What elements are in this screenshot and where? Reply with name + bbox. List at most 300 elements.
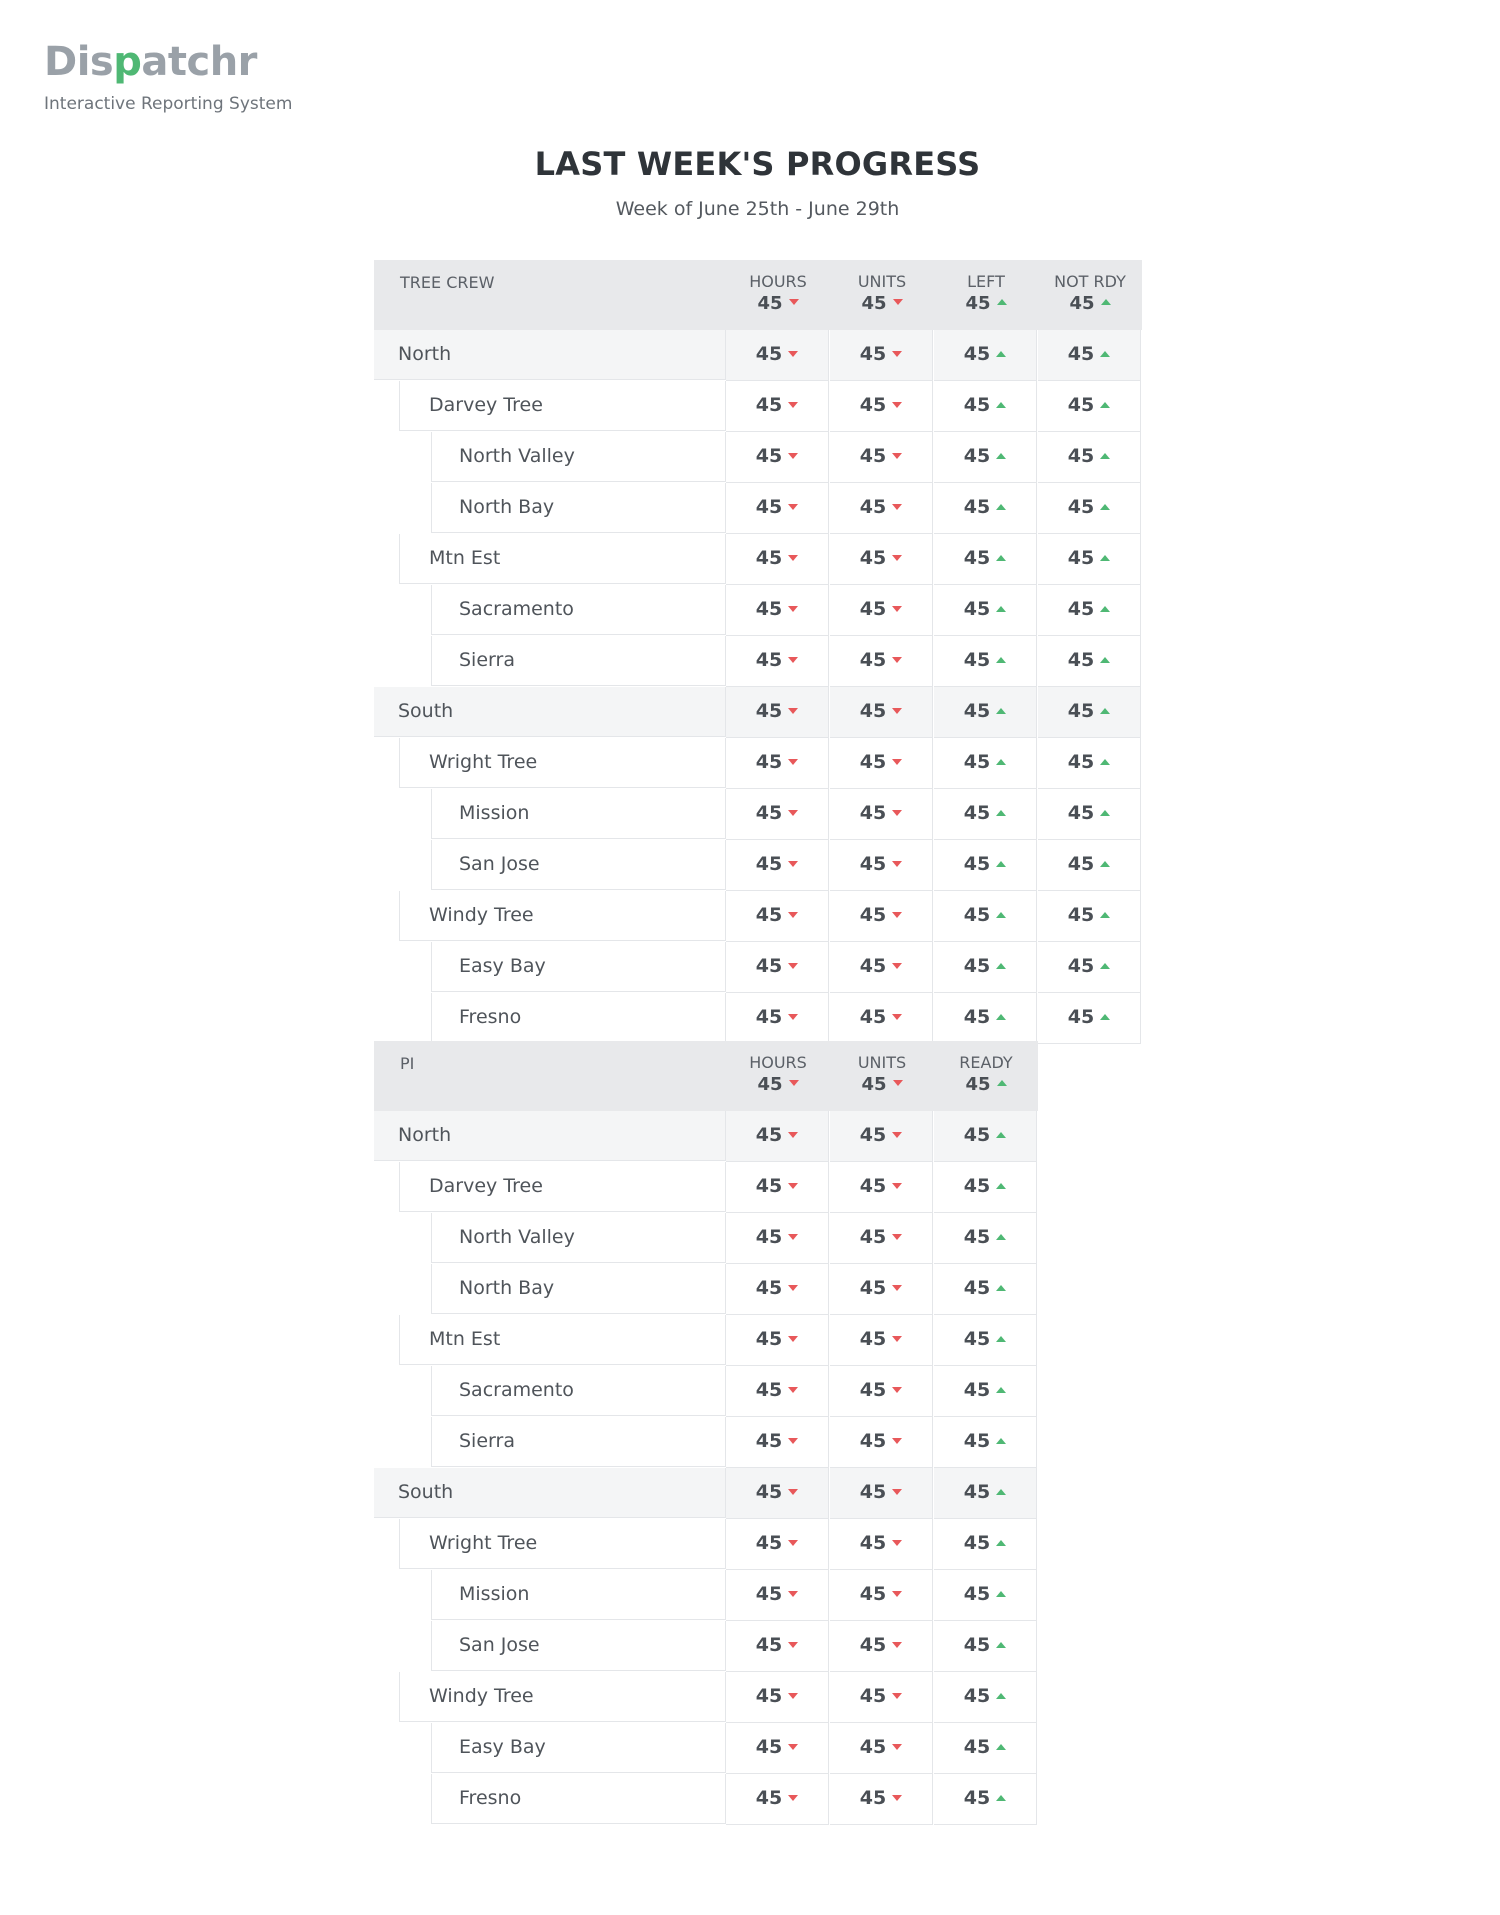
value-cell xyxy=(726,1417,829,1468)
cell-value: 45 xyxy=(755,853,783,875)
table-row[interactable] xyxy=(374,1417,1038,1468)
cell-value: 45 xyxy=(859,1175,887,1197)
trend-down-icon xyxy=(788,1438,798,1444)
table-row[interactable] xyxy=(374,585,1142,636)
trend-down-icon xyxy=(892,708,902,714)
table-row[interactable] xyxy=(374,1519,1038,1570)
value-cell xyxy=(830,483,933,534)
value-cell xyxy=(1038,381,1141,432)
trend-down-icon xyxy=(788,1540,798,1546)
row-name: North xyxy=(398,1124,452,1146)
trend-up-icon xyxy=(1100,351,1110,357)
value-cell xyxy=(934,585,1037,636)
value-cell xyxy=(934,1621,1037,1672)
cell-value: 45 xyxy=(963,1379,991,1401)
cell-value: 45 xyxy=(1067,802,1095,824)
row-name: North xyxy=(398,343,452,365)
table-row[interactable] xyxy=(374,1213,1038,1264)
cell-value: 45 xyxy=(963,1226,991,1248)
trend-up-icon xyxy=(996,453,1006,459)
cell-value: 45 xyxy=(755,1226,783,1248)
trend-down-icon xyxy=(788,1234,798,1240)
cell-value: 45 xyxy=(755,955,783,977)
value-cell xyxy=(830,1111,933,1162)
value-cell xyxy=(1038,483,1141,534)
cell-value: 45 xyxy=(859,751,887,773)
cell-value: 45 xyxy=(859,1583,887,1605)
page-title: LAST WEEK'S PROGRESS xyxy=(534,145,981,183)
row-name: North Bay xyxy=(459,1277,555,1299)
cell-value: 45 xyxy=(859,1124,887,1146)
cell-value: 45 xyxy=(963,598,991,620)
trend-down-icon xyxy=(892,912,902,918)
value-cell xyxy=(934,993,1037,1044)
cell-value: 45 xyxy=(755,598,783,620)
value-cell xyxy=(830,1468,933,1519)
value-cell xyxy=(934,687,1037,738)
row-name: Windy Tree xyxy=(429,1685,534,1707)
table-row[interactable] xyxy=(374,483,1142,534)
cell-value: 45 xyxy=(755,751,783,773)
table-row[interactable] xyxy=(374,789,1142,840)
row-name-cell xyxy=(431,1264,726,1314)
trend-up-icon xyxy=(997,299,1007,305)
value-cell xyxy=(830,891,933,942)
trend-down-icon xyxy=(788,1285,798,1291)
column-header-not-rdy[interactable] xyxy=(1038,273,1142,316)
cell-value: 45 xyxy=(963,496,991,518)
table-row[interactable] xyxy=(374,1315,1038,1366)
value-cell xyxy=(726,432,829,483)
value-cell xyxy=(726,1264,829,1315)
trend-up-icon xyxy=(1100,963,1110,969)
trend-up-icon xyxy=(996,1642,1006,1648)
cell-value: 45 xyxy=(859,700,887,722)
trend-up-icon xyxy=(1100,708,1110,714)
cell-value: 45 xyxy=(859,1006,887,1028)
table-row[interactable] xyxy=(374,1672,1038,1723)
logo-text-pre: Dis xyxy=(44,39,114,85)
row-name-cell xyxy=(374,687,726,737)
trend-up-icon xyxy=(996,810,1006,816)
trend-up-icon xyxy=(996,1591,1006,1597)
value-cell xyxy=(1038,789,1141,840)
value-cell xyxy=(726,1468,829,1519)
table-row[interactable] xyxy=(374,1468,1038,1519)
cell-value: 45 xyxy=(963,955,991,977)
trend-up-icon xyxy=(1100,402,1110,408)
value-cell xyxy=(830,1723,933,1774)
row-name-cell xyxy=(431,1570,726,1620)
trend-down-icon xyxy=(788,861,798,867)
value-cell xyxy=(726,840,829,891)
trend-down-icon xyxy=(892,1744,902,1750)
table-row[interactable] xyxy=(374,381,1142,432)
trend-up-icon xyxy=(1100,657,1110,663)
value-cell xyxy=(830,330,933,381)
value-cell xyxy=(934,1162,1037,1213)
cell-value: 45 xyxy=(963,853,991,875)
trend-down-icon xyxy=(788,1744,798,1750)
value-cell xyxy=(726,1519,829,1570)
table-row[interactable] xyxy=(374,1774,1038,1825)
trend-up-icon xyxy=(1100,453,1110,459)
trend-down-icon xyxy=(788,606,798,612)
cell-value: 45 xyxy=(859,598,887,620)
trend-up-icon xyxy=(996,1336,1006,1342)
cell-value: 45 xyxy=(755,1277,783,1299)
trend-down-icon xyxy=(788,810,798,816)
trend-down-icon xyxy=(892,759,902,765)
trend-down-icon xyxy=(892,1132,902,1138)
cell-value: 45 xyxy=(755,1685,783,1707)
column-label: UNITS xyxy=(857,272,907,291)
column-total-value: 45 xyxy=(965,293,991,314)
row-name-cell xyxy=(374,1468,726,1518)
cell-value: 45 xyxy=(755,1532,783,1554)
value-cell xyxy=(1038,840,1141,891)
cell-value: 45 xyxy=(963,904,991,926)
cell-value: 45 xyxy=(755,802,783,824)
cell-value: 45 xyxy=(963,1175,991,1197)
value-cell xyxy=(1038,942,1141,993)
trend-down-icon xyxy=(892,453,902,459)
value-cell xyxy=(934,330,1037,381)
column-total xyxy=(934,292,1038,316)
row-name-cell xyxy=(399,1162,726,1212)
column-label: NOT RDY xyxy=(1054,272,1126,291)
column-total xyxy=(830,292,934,316)
tree-crew-table xyxy=(374,260,1142,1044)
row-name: South xyxy=(398,700,454,722)
value-cell xyxy=(934,1723,1037,1774)
column-header-hours[interactable] xyxy=(726,1054,830,1097)
row-name-cell xyxy=(431,432,726,482)
table-row[interactable] xyxy=(374,534,1142,585)
row-name-cell xyxy=(399,1519,726,1569)
cell-value: 45 xyxy=(755,1006,783,1028)
row-name: Darvey Tree xyxy=(429,1175,543,1197)
value-cell xyxy=(726,687,829,738)
row-name-cell xyxy=(399,1672,726,1722)
value-cell xyxy=(1038,636,1141,687)
cell-value: 45 xyxy=(963,802,991,824)
table-row[interactable] xyxy=(374,1570,1038,1621)
cell-value: 45 xyxy=(1067,496,1095,518)
trend-up-icon xyxy=(1100,1014,1110,1020)
cell-value: 45 xyxy=(963,1124,991,1146)
trend-down-icon xyxy=(892,1387,902,1393)
value-cell xyxy=(830,432,933,483)
column-header-units[interactable] xyxy=(830,1054,934,1097)
cell-value: 45 xyxy=(755,1124,783,1146)
row-name-cell xyxy=(431,1723,726,1773)
trend-down-icon xyxy=(788,657,798,663)
value-cell xyxy=(726,585,829,636)
logo-wordmark xyxy=(44,38,292,86)
column-header-ready[interactable] xyxy=(934,1054,1038,1097)
row-name: Fresno xyxy=(459,1006,522,1028)
cell-value: 45 xyxy=(859,445,887,467)
table-row[interactable] xyxy=(374,432,1142,483)
trend-up-icon xyxy=(996,1285,1006,1291)
trend-down-icon xyxy=(788,963,798,969)
row-name: Sierra xyxy=(459,649,515,671)
cell-value: 45 xyxy=(755,649,783,671)
value-cell xyxy=(726,942,829,993)
cell-value: 45 xyxy=(1067,649,1095,671)
value-cell xyxy=(830,1570,933,1621)
cell-value: 45 xyxy=(1067,547,1095,569)
value-cell xyxy=(934,942,1037,993)
trend-down-icon xyxy=(892,606,902,612)
value-cell xyxy=(726,1315,829,1366)
cell-value: 45 xyxy=(963,1328,991,1350)
row-name: Darvey Tree xyxy=(429,394,543,416)
trend-down-icon xyxy=(892,1642,902,1648)
cell-value: 45 xyxy=(1067,751,1095,773)
row-name-cell xyxy=(431,942,726,992)
cell-value: 45 xyxy=(1067,394,1095,416)
value-cell xyxy=(1038,993,1141,1044)
column-total-value: 45 xyxy=(965,1074,991,1095)
trend-up-icon xyxy=(996,1132,1006,1138)
table-row[interactable] xyxy=(374,1264,1038,1315)
trend-down-icon xyxy=(788,1336,798,1342)
trend-up-icon xyxy=(996,1540,1006,1546)
value-cell xyxy=(830,738,933,789)
row-name: North Bay xyxy=(459,496,555,518)
table-row[interactable] xyxy=(374,1621,1038,1672)
value-cell xyxy=(934,1264,1037,1315)
cell-value: 45 xyxy=(859,955,887,977)
cell-value: 45 xyxy=(1067,700,1095,722)
value-cell xyxy=(1038,432,1141,483)
row-name-cell xyxy=(374,330,726,380)
trend-up-icon xyxy=(997,1080,1007,1086)
value-cell xyxy=(934,1213,1037,1264)
trend-down-icon xyxy=(788,402,798,408)
value-cell xyxy=(934,1774,1037,1825)
cell-value: 45 xyxy=(963,1634,991,1656)
value-cell xyxy=(934,381,1037,432)
column-total-value: 45 xyxy=(861,1074,887,1095)
table-row[interactable] xyxy=(374,687,1142,738)
row-name: Easy Bay xyxy=(459,1736,546,1758)
cell-value: 45 xyxy=(859,1532,887,1554)
value-cell xyxy=(830,789,933,840)
cell-value: 45 xyxy=(963,343,991,365)
row-name-cell xyxy=(431,585,726,635)
cell-value: 45 xyxy=(755,1787,783,1809)
value-cell xyxy=(830,1621,933,1672)
cell-value: 45 xyxy=(963,1277,991,1299)
table-row[interactable] xyxy=(374,942,1142,993)
row-name: Sacramento xyxy=(459,598,574,620)
value-cell xyxy=(934,1315,1037,1366)
table-row[interactable] xyxy=(374,1162,1038,1213)
column-label: HOURS xyxy=(749,1053,807,1072)
value-cell xyxy=(726,1162,829,1213)
cell-value: 45 xyxy=(963,547,991,569)
trend-down-icon xyxy=(788,1591,798,1597)
trend-down-icon xyxy=(892,1489,902,1495)
trend-down-icon xyxy=(788,1795,798,1801)
value-cell xyxy=(1038,891,1141,942)
trend-down-icon xyxy=(788,1489,798,1495)
table-row[interactable] xyxy=(374,1111,1038,1162)
row-name-cell xyxy=(431,840,726,890)
row-name-cell xyxy=(431,1774,726,1824)
value-cell xyxy=(830,687,933,738)
cell-value: 45 xyxy=(859,1328,887,1350)
cell-value: 45 xyxy=(963,394,991,416)
row-name: San Jose xyxy=(459,853,540,875)
value-cell xyxy=(726,534,829,585)
trend-up-icon xyxy=(1100,759,1110,765)
row-name: North Valley xyxy=(459,445,575,467)
value-cell xyxy=(726,1213,829,1264)
cell-value: 45 xyxy=(1067,904,1095,926)
value-cell xyxy=(830,1264,933,1315)
table-section-title: TREE CREW xyxy=(400,273,495,292)
cell-value: 45 xyxy=(755,700,783,722)
cell-value: 45 xyxy=(1067,343,1095,365)
cell-value: 45 xyxy=(755,343,783,365)
column-header-hours[interactable] xyxy=(726,273,830,316)
table-row[interactable] xyxy=(374,636,1142,687)
cell-value: 45 xyxy=(755,1175,783,1197)
cell-value: 45 xyxy=(1067,445,1095,467)
cell-value: 45 xyxy=(755,904,783,926)
row-name: South xyxy=(398,1481,454,1503)
table-row[interactable] xyxy=(374,891,1142,942)
row-name-cell xyxy=(431,1366,726,1416)
cell-value: 45 xyxy=(963,1430,991,1452)
value-cell xyxy=(830,381,933,432)
table-row[interactable] xyxy=(374,993,1142,1044)
logo-text-post: atchr xyxy=(141,39,257,85)
cell-value: 45 xyxy=(859,853,887,875)
pi-table xyxy=(374,1041,1038,1825)
table-row[interactable] xyxy=(374,1366,1038,1417)
trend-down-icon xyxy=(892,1438,902,1444)
trend-down-icon xyxy=(892,504,902,510)
table-section-title: PI xyxy=(400,1054,415,1073)
cell-value: 45 xyxy=(859,1787,887,1809)
trend-down-icon xyxy=(892,402,902,408)
cell-value: 45 xyxy=(859,1277,887,1299)
trend-down-icon xyxy=(788,1387,798,1393)
trend-down-icon xyxy=(788,1642,798,1648)
trend-down-icon xyxy=(788,453,798,459)
cell-value: 45 xyxy=(1067,853,1095,875)
trend-up-icon xyxy=(996,657,1006,663)
trend-up-icon xyxy=(996,1438,1006,1444)
column-total xyxy=(830,1073,934,1097)
value-cell xyxy=(830,1774,933,1825)
trend-down-icon xyxy=(788,708,798,714)
value-cell xyxy=(1038,687,1141,738)
cell-value: 45 xyxy=(859,802,887,824)
value-cell xyxy=(726,738,829,789)
value-cell xyxy=(1038,534,1141,585)
column-total-value: 45 xyxy=(757,293,783,314)
cell-value: 45 xyxy=(755,394,783,416)
cell-value: 45 xyxy=(755,1379,783,1401)
trend-up-icon xyxy=(996,1014,1006,1020)
trend-up-icon xyxy=(996,1234,1006,1240)
cell-value: 45 xyxy=(859,1634,887,1656)
row-name-cell xyxy=(374,1111,726,1161)
value-cell xyxy=(934,1672,1037,1723)
value-cell xyxy=(934,1468,1037,1519)
trend-down-icon xyxy=(892,555,902,561)
cell-value: 45 xyxy=(859,1736,887,1758)
trend-up-icon xyxy=(996,1795,1006,1801)
trend-down-icon xyxy=(892,1795,902,1801)
trend-down-icon xyxy=(892,1234,902,1240)
row-name: Sacramento xyxy=(459,1379,574,1401)
cell-value: 45 xyxy=(859,1226,887,1248)
table-row[interactable] xyxy=(374,1723,1038,1774)
value-cell xyxy=(726,1774,829,1825)
value-cell xyxy=(830,636,933,687)
cell-value: 45 xyxy=(755,1328,783,1350)
trend-down-icon xyxy=(893,1080,903,1086)
value-cell xyxy=(830,1366,933,1417)
table-header xyxy=(374,260,1142,330)
cell-value: 45 xyxy=(859,1430,887,1452)
value-cell xyxy=(830,534,933,585)
row-name: Easy Bay xyxy=(459,955,546,977)
table-row[interactable] xyxy=(374,738,1142,789)
trend-down-icon xyxy=(892,1014,902,1020)
row-name: Mission xyxy=(459,802,530,824)
row-name-cell xyxy=(431,636,726,686)
value-cell xyxy=(830,1417,933,1468)
column-header-left[interactable] xyxy=(934,273,1038,316)
value-cell xyxy=(726,1111,829,1162)
row-name: Mission xyxy=(459,1583,530,1605)
cell-value: 45 xyxy=(963,751,991,773)
trend-up-icon xyxy=(996,1183,1006,1189)
value-cell xyxy=(934,483,1037,534)
brand-logo[interactable] xyxy=(44,38,292,114)
value-cell xyxy=(830,1162,933,1213)
cell-value: 45 xyxy=(859,496,887,518)
cell-value: 45 xyxy=(963,649,991,671)
trend-down-icon xyxy=(788,351,798,357)
value-cell xyxy=(830,585,933,636)
table-row[interactable] xyxy=(374,840,1142,891)
value-cell xyxy=(726,993,829,1044)
logo-pin-letter: p xyxy=(113,39,142,85)
trend-down-icon xyxy=(892,963,902,969)
cell-value: 45 xyxy=(755,1736,783,1758)
row-name-cell xyxy=(399,891,726,941)
table-row[interactable] xyxy=(374,330,1142,381)
trend-down-icon xyxy=(892,810,902,816)
value-cell xyxy=(830,993,933,1044)
column-total-value: 45 xyxy=(861,293,887,314)
value-cell xyxy=(934,1519,1037,1570)
trend-down-icon xyxy=(788,504,798,510)
row-name: Wright Tree xyxy=(429,1532,538,1554)
trend-down-icon xyxy=(892,351,902,357)
column-header-units[interactable] xyxy=(830,273,934,316)
value-cell xyxy=(726,330,829,381)
